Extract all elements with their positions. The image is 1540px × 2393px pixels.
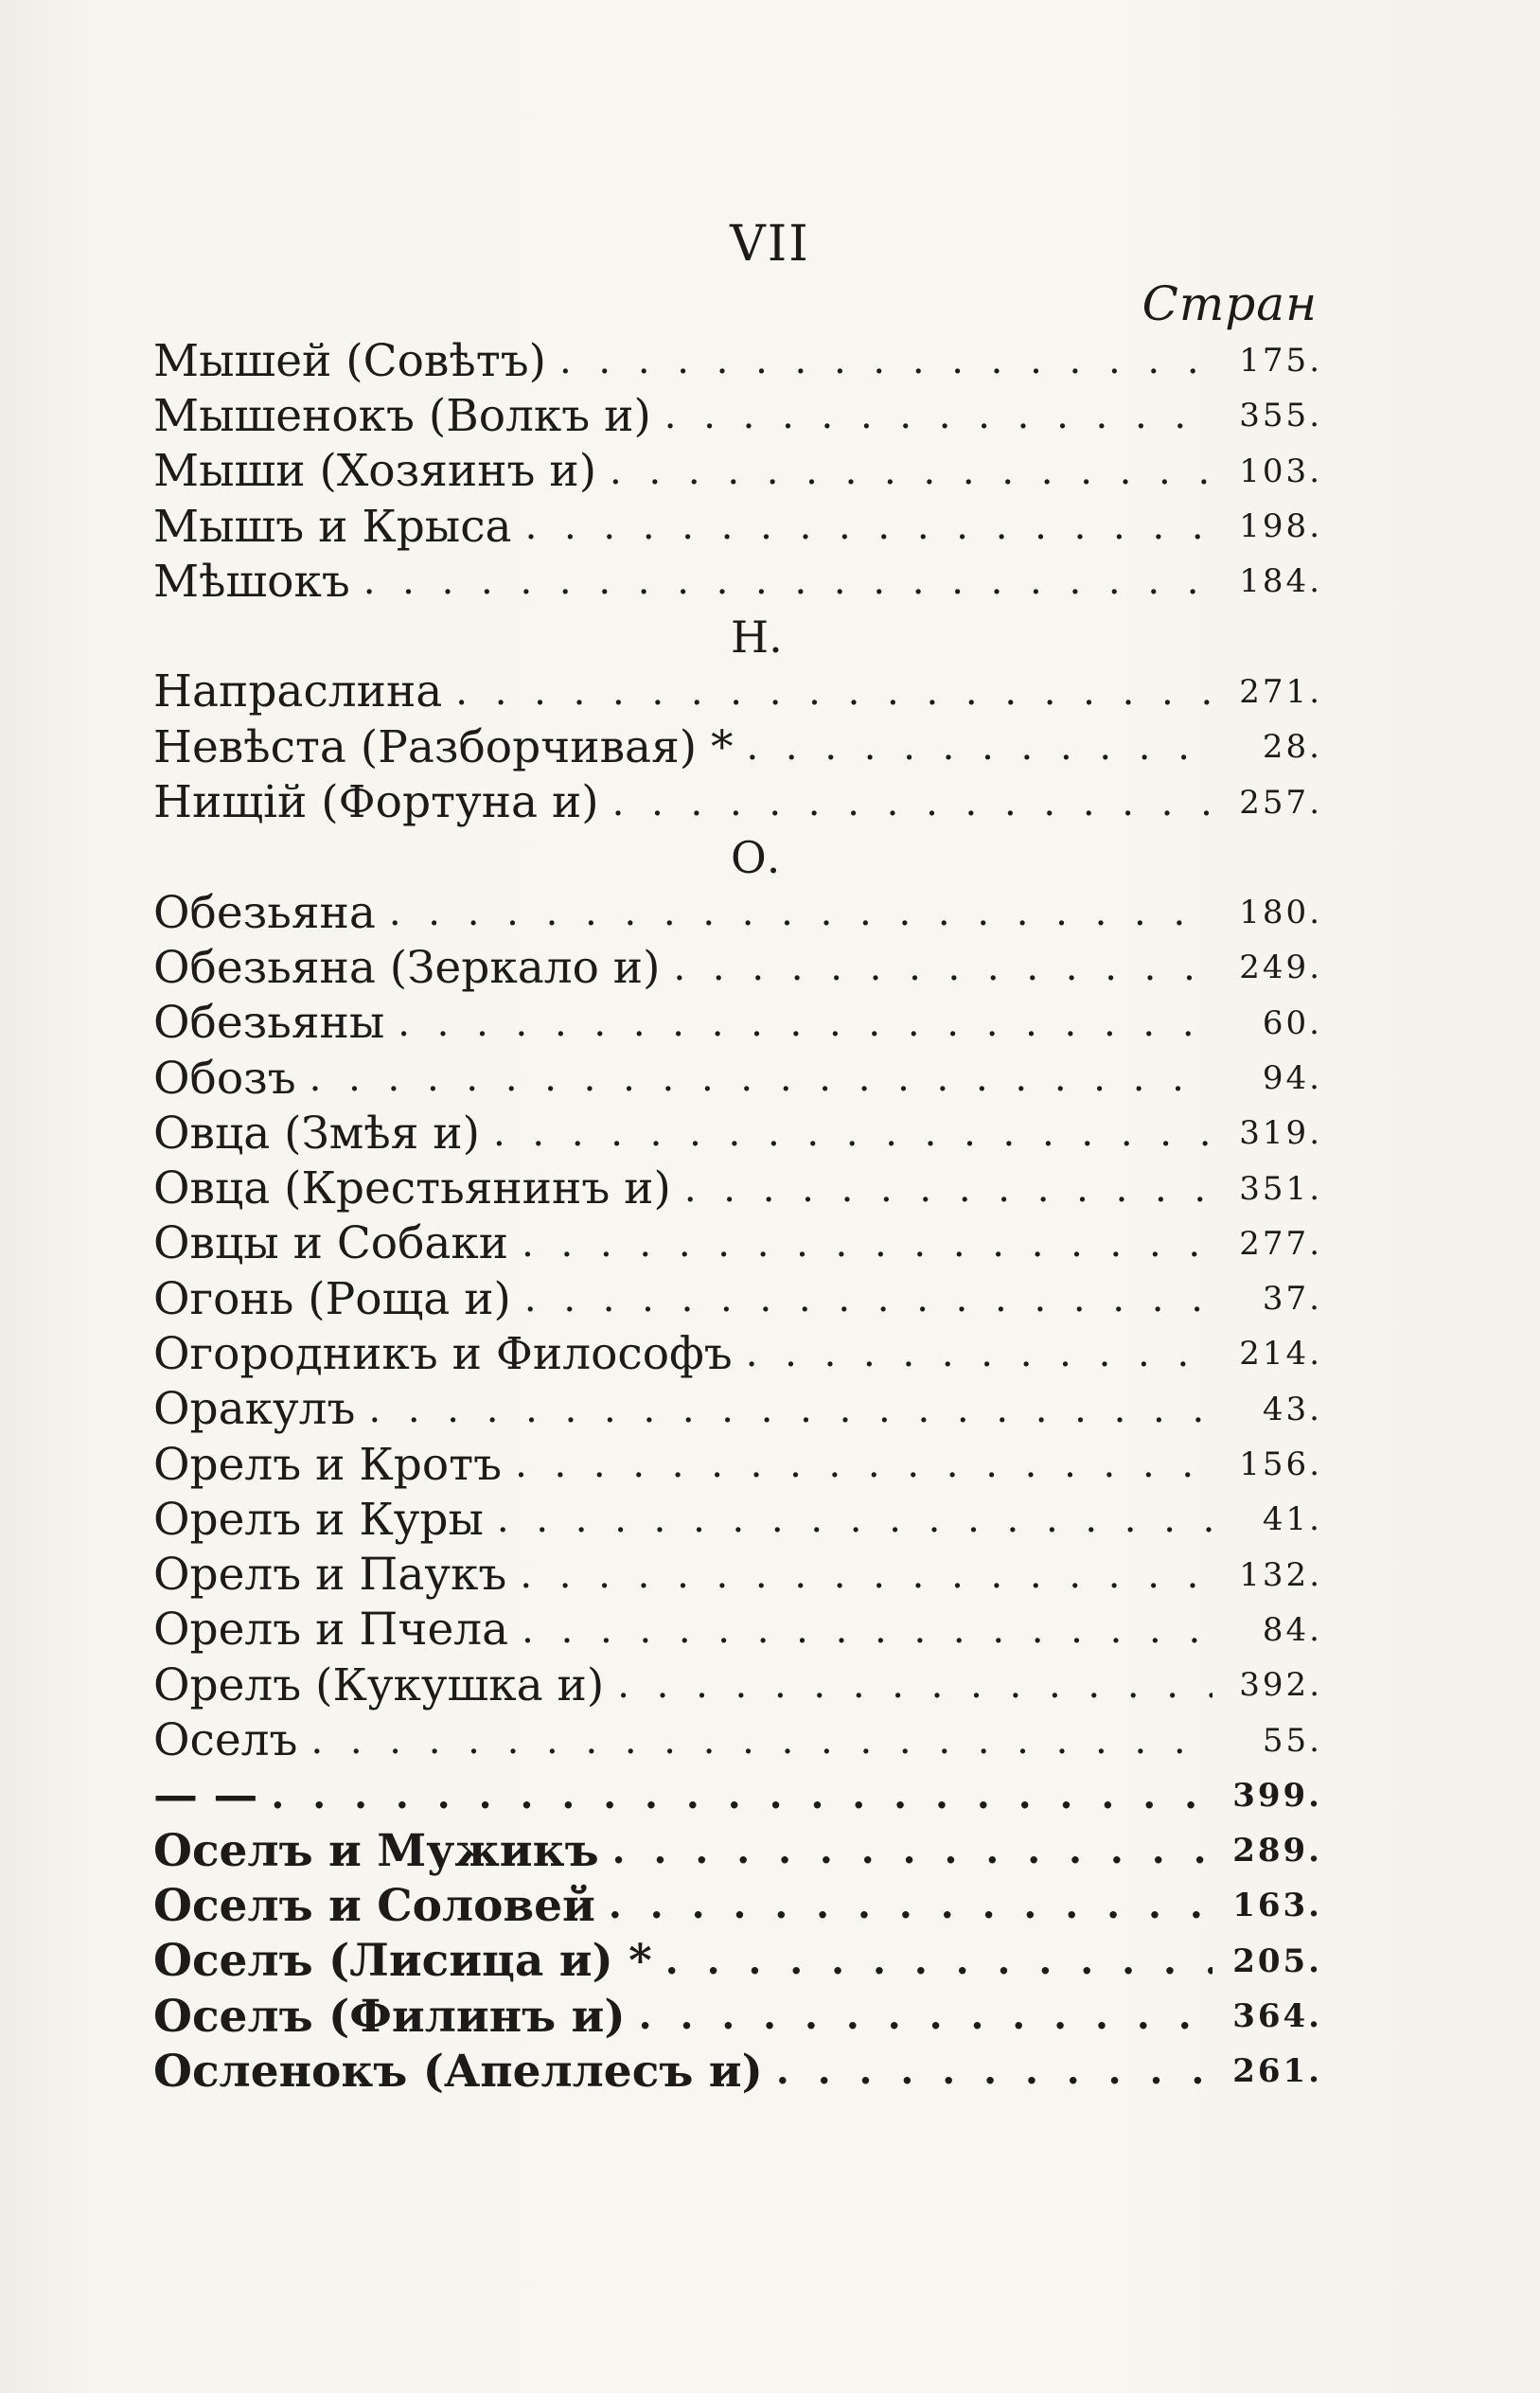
entry-title: Мышенокъ (Волкъ и): [153, 389, 651, 442]
dot-leader: [310, 1722, 1213, 1760]
entry-title: Мышей (Совѣтъ): [153, 334, 546, 387]
page-number: VII: [730, 216, 810, 273]
entry-title: Орелъ и Куры: [153, 1493, 484, 1546]
entry-page-number: 184.: [1239, 562, 1322, 601]
toc-entry: [153, 1989, 1322, 2044]
entry-page-number: 37.: [1262, 1280, 1322, 1319]
entry-page-number: 180.: [1239, 894, 1322, 932]
dot-leader: [617, 1666, 1213, 1704]
toc-entry: [153, 1712, 1322, 1767]
entry-page-number: 355.: [1239, 397, 1322, 435]
dot-leader: [310, 1059, 1213, 1097]
dot-leader: [522, 1225, 1213, 1263]
entry-title: Овца (Крестьянинъ и): [153, 1162, 671, 1215]
toc-entry: [153, 554, 1322, 609]
entry-title: Оселъ: [153, 1714, 298, 1767]
dot-leader: [515, 1445, 1213, 1483]
dot-leader: [493, 1114, 1213, 1152]
entry-title: Оселъ (Филинъ и): [153, 1990, 626, 2043]
toc-entry: [153, 1106, 1322, 1161]
entry-page-number: 84.: [1262, 1610, 1322, 1649]
toc-entry: [153, 774, 1322, 829]
dot-leader: [363, 562, 1213, 600]
dot-leader: [455, 673, 1213, 711]
entry-page-number: 319.: [1239, 1114, 1322, 1153]
entry-page-number: 392.: [1239, 1666, 1322, 1705]
entry-title: Орелъ и Паукъ: [153, 1549, 507, 1602]
entry-page-number: 214.: [1239, 1335, 1322, 1374]
toc-entry: [153, 665, 1322, 719]
toc-entry: [153, 1878, 1322, 1933]
entry-title: Оселъ и Соловей: [153, 1879, 595, 1932]
entry-page-number: 364.: [1232, 1997, 1322, 2036]
toc-entry: [153, 1382, 1322, 1437]
toc-entry: [153, 1657, 1322, 1712]
entry-title: Мышъ и Крыса: [153, 500, 512, 553]
entry-title: Обезьяна (Зеркало и): [153, 941, 661, 994]
entry-page-number: 55.: [1262, 1721, 1322, 1760]
table-of-contents: [153, 333, 1322, 2100]
entry-page-number: 28.: [1262, 728, 1322, 767]
entry-page-number: 205.: [1232, 1941, 1322, 1980]
toc-entry: [153, 1161, 1322, 1215]
entry-title: Обезьяны: [153, 997, 385, 1050]
entry-title: Овцы и Собаки: [153, 1217, 509, 1270]
toc-entry: [153, 1051, 1322, 1106]
dot-leader: [776, 2052, 1213, 2090]
entry-page-number: 257.: [1239, 783, 1322, 822]
toc-entry: [153, 1271, 1322, 1326]
toc-entry: [153, 1934, 1322, 1989]
entry-page-number: 271.: [1239, 672, 1322, 711]
entry-title: Напраслина: [153, 665, 443, 718]
entry-title: Оселъ (Лисица и) *: [153, 1935, 652, 1988]
dot-leader: [612, 1832, 1213, 1870]
entry-page-number: 41.: [1262, 1500, 1322, 1539]
toc-entry: [153, 1768, 1322, 1823]
entry-page-number: 103.: [1239, 452, 1322, 490]
dot-leader: [271, 1777, 1213, 1815]
entry-title: — —: [153, 1769, 258, 1822]
toc-entry: [153, 885, 1322, 940]
toc-entry: [153, 1492, 1322, 1547]
entry-title: Нищій (Фортуна и): [153, 776, 599, 829]
entry-page-number: 277.: [1239, 1224, 1322, 1263]
toc-entry: [153, 1603, 1322, 1657]
entry-page-number: 163.: [1232, 1887, 1322, 1925]
dot-leader: [664, 397, 1213, 434]
entry-title: Невѣста (Разборчивая) *: [153, 720, 734, 773]
entry-title: Обозъ: [153, 1052, 296, 1105]
toc-entry: [153, 1216, 1322, 1271]
dot-leader: [520, 1556, 1213, 1594]
toc-entry: [153, 940, 1322, 995]
dot-leader: [747, 728, 1213, 766]
dot-leader: [525, 507, 1213, 545]
toc-entry: [153, 2044, 1322, 2099]
dot-leader: [639, 1997, 1213, 2035]
dot-leader: [610, 452, 1213, 490]
dot-leader: [389, 894, 1213, 931]
toc-entry: [153, 388, 1322, 443]
dot-leader: [609, 1887, 1213, 1924]
dot-leader: [746, 1335, 1213, 1373]
entry-title: Мыши (Хозяинъ и): [153, 445, 597, 498]
entry-page-number: 198.: [1239, 507, 1322, 546]
entry-title: Оселъ и Мужикъ: [153, 1824, 599, 1877]
entry-title: Мѣшокъ: [153, 555, 350, 608]
page-column-header: Стран: [1142, 276, 1318, 331]
dot-leader: [559, 342, 1213, 380]
entry-title: Оракулъ: [153, 1383, 356, 1436]
dot-leader: [673, 948, 1213, 986]
entry-page-number: 132.: [1239, 1555, 1322, 1594]
section-letter-heading: [153, 609, 1322, 664]
dot-leader: [398, 1004, 1213, 1042]
entry-title: Огонь (Роща и): [153, 1272, 511, 1325]
section-letter: Н.: [731, 611, 783, 663]
toc-entry: [153, 1548, 1322, 1603]
entry-title: Орелъ и Кротъ: [153, 1438, 503, 1491]
toc-entry: [153, 996, 1322, 1051]
entry-page-number: 156.: [1239, 1445, 1322, 1484]
section-letter: О.: [731, 831, 781, 883]
toc-entry: [153, 333, 1322, 388]
entry-page-number: 249.: [1239, 948, 1322, 987]
dot-leader: [612, 784, 1213, 822]
entry-page-number: 43.: [1262, 1390, 1322, 1428]
dot-leader: [665, 1942, 1213, 1980]
entry-page-number: 60.: [1262, 1003, 1322, 1042]
entry-page-number: 94.: [1262, 1059, 1322, 1097]
dot-leader: [368, 1391, 1213, 1428]
entry-title: Огородникъ и Философъ: [153, 1327, 733, 1380]
entry-title: Овца (Змѣя и): [153, 1107, 480, 1160]
toc-entry: [153, 444, 1322, 499]
entry-title: Осленокъ (Апеллесъ и): [153, 2045, 763, 2098]
dot-leader: [497, 1500, 1213, 1538]
toc-entry: [153, 1437, 1322, 1492]
entry-title: Орелъ (Кукушка и): [153, 1658, 605, 1711]
entry-page-number: 351.: [1239, 1169, 1322, 1208]
section-letter-heading: [153, 830, 1322, 885]
entry-page-number: 175.: [1239, 342, 1322, 381]
entry-page-number: 261.: [1232, 2052, 1322, 2091]
entry-page-number: 289.: [1232, 1832, 1322, 1870]
dot-leader: [684, 1170, 1213, 1208]
dot-leader: [524, 1280, 1213, 1318]
dot-leader: [522, 1611, 1213, 1649]
toc-entry: [153, 1823, 1322, 1878]
entry-title: Орелъ и Пчела: [153, 1604, 509, 1657]
entry-title: Обезьяна: [153, 886, 376, 939]
toc-entry: [153, 499, 1322, 554]
toc-entry: [153, 719, 1322, 774]
toc-entry: [153, 1326, 1322, 1381]
entry-page-number: 399.: [1232, 1776, 1322, 1815]
